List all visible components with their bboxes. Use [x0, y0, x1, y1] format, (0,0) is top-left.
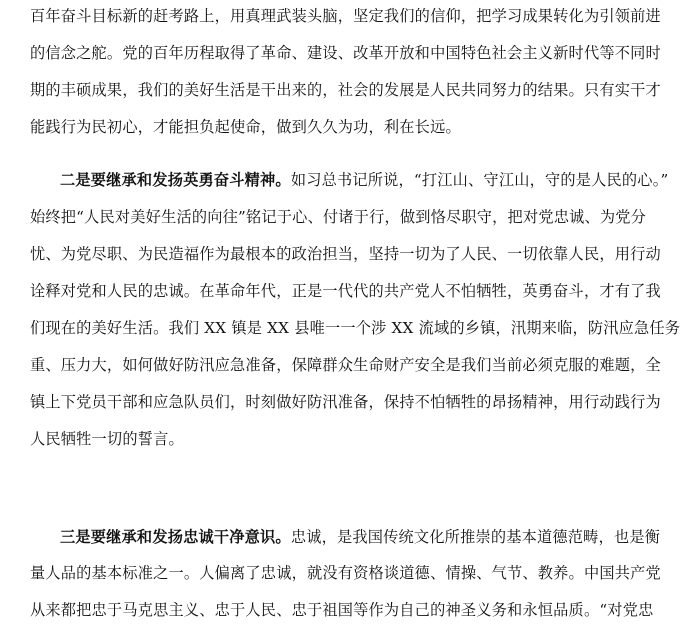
paragraph-1-line-4: 能践行为民初心，才能担负起使命，做到久久为功，利在长远。 [30, 118, 461, 136]
paragraph-3-line-3: 从来都把忠于马克思主义、忠于人民、忠于祖国等作为自己的神圣义务和永恒品质。“对党忠 [30, 601, 654, 619]
paragraph-3-first-line-text: 忠诚，是我国传统文化所推崇的基本道德范畴，也是衡 [290, 528, 661, 546]
paragraph-3-first-line [60, 527, 661, 547]
paragraph-1-line-3: 期的丰硕成果，我们的美好生活是干出来的，社会的发展是人民共同努力的结果。只有实干才 [30, 81, 661, 99]
paragraph-2-heading: 二是要继承和发扬英勇奋斗精神。 [60, 171, 291, 189]
paragraph-2-line-4: 诠释对党和人民的忠诚。在革命年代，正是一代代的共产党人不怕牺牲，英勇奋斗，才有了我 [30, 282, 661, 300]
paragraph-2-line-2: 始终把“人民对美好生活的向往”铭记于心、付诸于行，做到恪尽职守，把对党忠诚、为党分 [30, 208, 647, 226]
paragraph-2-first-line-text: 如习总书记所说，“打江山、守江山，守的是人民的心。” [290, 171, 669, 189]
paragraph-2-first-line [60, 170, 669, 190]
paragraph-2-line-7: 镇上下党员干部和应急队员们，时刻做好防汛准备，保持不怕牺牲的昂扬精神，用行动践行为 [30, 393, 661, 411]
paragraph-3-heading: 三是要继承和发扬忠诚干净意识。 [60, 528, 291, 546]
paragraph-1-line-2: 的信念之舵。党的百年历程取得了革命、建设、改革开放和中国特色社会主义新时代等不同时 [30, 44, 661, 62]
paragraph-2-line-6: 重、压力大，如何做好防汛应急准备，保障群众生命财产安全是我们当前必须克服的难题，全 [30, 356, 661, 374]
paragraph-2-line-8: 人民牺牲一切的誓言。 [30, 430, 184, 448]
paragraph-3-line-2: 量人品的基本标准之一。人偏离了忠诚，就没有资格谈道德、情操、气节、教养。中国共产党 [30, 564, 661, 582]
paragraph-1-line-1: 百年奋斗目标新的赶考路上，用真理武装头脑，坚定我们的信仰，把学习成果转化为引领前进 [30, 7, 661, 25]
paragraph-2-line-3: 忧、为党尽职、为民造福作为最根本的政治担当，坚持一切为了人民、一切依靠人民，用行动 [30, 245, 661, 263]
paragraph-2-line-5: 们现在的美好生活。我们 XX 镇是 XX 县唯一一个涉 XX 流域的乡镇，汛期来临，防汛应急任务 [30, 319, 680, 337]
